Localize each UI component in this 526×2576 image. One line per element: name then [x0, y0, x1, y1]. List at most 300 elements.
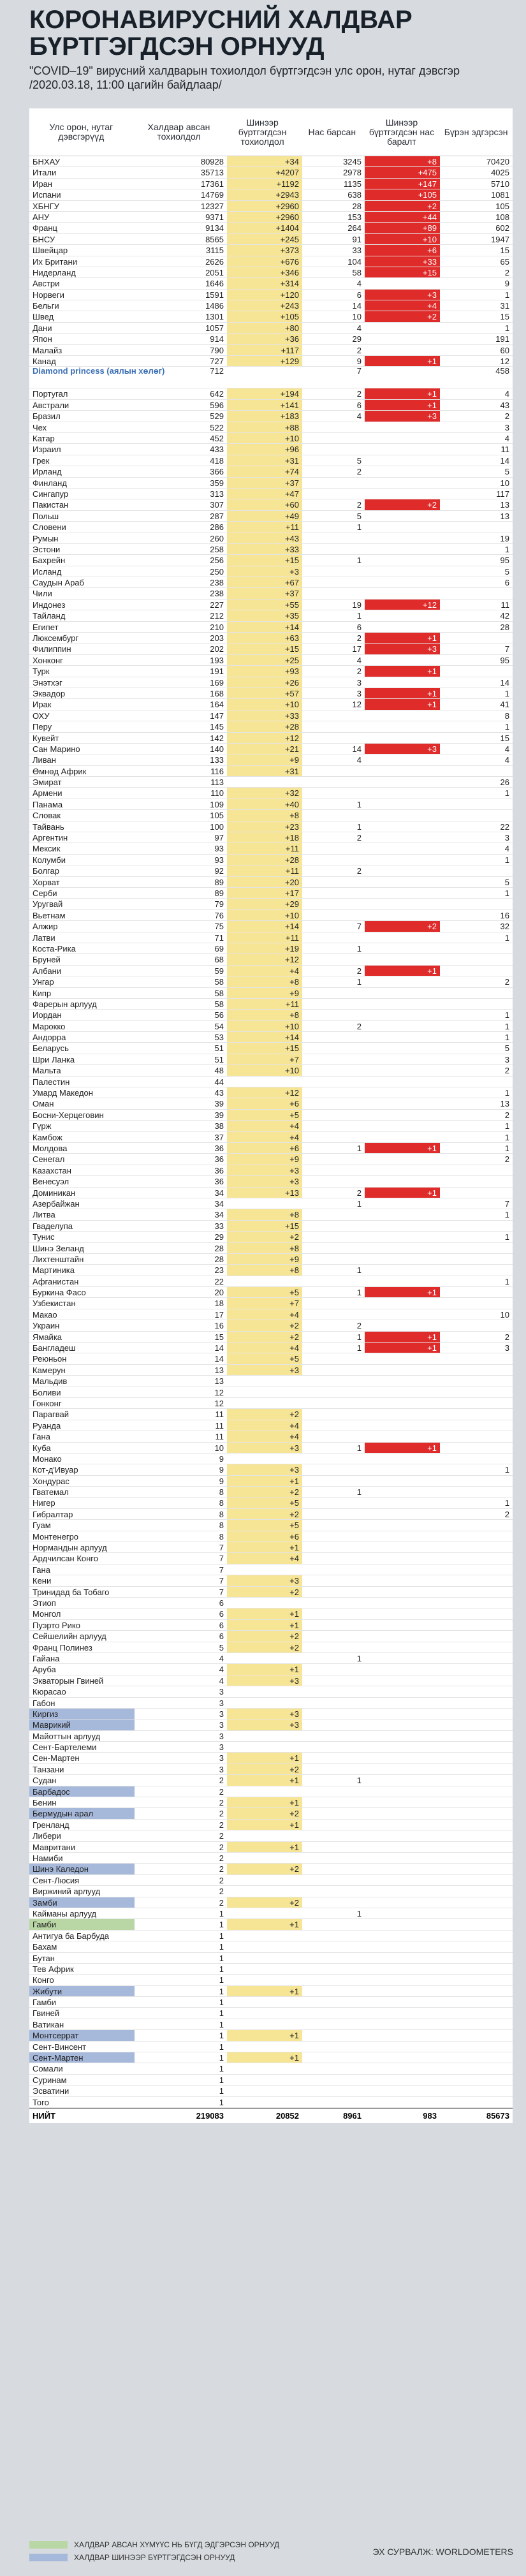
cases-cell: 1 — [219, 2075, 224, 2085]
deaths-cell: 2 — [356, 1021, 362, 1031]
country-cell: Португал — [33, 389, 68, 399]
deaths-cell — [302, 899, 365, 909]
deaths-cell — [302, 1553, 365, 1563]
deaths-cell — [302, 1575, 365, 1586]
new-deaths-cell — [365, 1786, 440, 1797]
cases-cell: 51 — [214, 1054, 224, 1064]
deaths-cell — [302, 721, 365, 732]
new-cases-cell: +2 — [227, 1642, 302, 1652]
cases-cell: 145 — [210, 722, 224, 732]
table-row — [29, 1886, 513, 1897]
cases-cell: 13 — [214, 1376, 224, 1387]
table-header — [29, 108, 513, 156]
cases-cell: 366 — [210, 467, 224, 477]
new-deaths-cell — [365, 1775, 440, 1785]
recovered-cell: 4025 — [491, 168, 509, 178]
deaths-cell: 1 — [356, 1487, 362, 1498]
cases-cell: 2 — [219, 1776, 224, 1786]
new-deaths-cell — [365, 610, 440, 621]
deaths-cell: 1 — [356, 1332, 362, 1342]
deaths-cell: 1 — [356, 522, 362, 533]
table-row — [29, 201, 513, 212]
recovered-cell: 22 — [500, 821, 509, 832]
country-cell: Пуэрто Рико — [33, 1620, 80, 1630]
recovered-cell: 13 — [500, 1099, 509, 1109]
country-cell: Тринидад ба Тобаго — [33, 1587, 110, 1597]
recovered-cell: 1 — [504, 1088, 509, 1098]
new-cases-cell: +93 — [227, 666, 302, 676]
cases-cell: 56 — [214, 1010, 224, 1020]
table-row — [29, 400, 513, 411]
new-deaths-cell — [365, 2097, 440, 2107]
table-row — [29, 1209, 513, 1220]
cases-cell: 5 — [219, 1642, 224, 1652]
cases-cell: 58 — [214, 977, 224, 987]
table-row — [29, 566, 513, 577]
country-cell: Египет — [33, 622, 59, 632]
new-cases-cell: +14 — [227, 622, 302, 632]
table-row — [29, 610, 513, 621]
country-cell: Сен-Мартен — [33, 1753, 80, 1763]
cases-cell: 97 — [214, 833, 224, 843]
country-cell: Кипр — [33, 988, 52, 998]
cases-cell: 258 — [210, 544, 224, 554]
table-row — [29, 1077, 513, 1087]
table-row — [29, 733, 513, 744]
new-cases-cell: +63 — [227, 633, 302, 643]
new-deaths-cell — [365, 1054, 440, 1064]
recovered-cell — [440, 1742, 513, 1752]
cases-cell: 6 — [219, 1620, 224, 1630]
recovered-cell — [440, 1077, 513, 1087]
deaths-cell — [302, 1853, 365, 1863]
country-cell: Бахрейн — [33, 556, 66, 566]
deaths-cell — [302, 1631, 365, 1641]
new-cases-cell: +96 — [227, 444, 302, 454]
country-cell: Австри — [33, 279, 60, 289]
table-row — [29, 744, 513, 754]
new-deaths-cell — [365, 478, 440, 488]
new-cases-cell: +6 — [227, 1143, 302, 1153]
table-row — [29, 600, 513, 610]
total-new-deaths: 983 — [423, 2110, 437, 2121]
new-cases-cell: +8 — [227, 976, 302, 987]
new-cases-cell: +314 — [227, 278, 302, 288]
new-cases-cell: +2 — [227, 1332, 302, 1342]
new-deaths-cell: +3 — [365, 644, 440, 654]
new-deaths-cell — [365, 1021, 440, 1031]
country-cell: Бенин — [33, 1798, 57, 1808]
table-row — [29, 1664, 513, 1675]
new-cases-cell: +13 — [227, 1188, 302, 1198]
country-cell: Гренланд — [33, 1820, 69, 1830]
new-cases-cell: +7 — [227, 1298, 302, 1308]
table-row — [29, 1298, 513, 1309]
deaths-cell — [302, 1077, 365, 1087]
deaths-cell: 1 — [356, 611, 362, 621]
new-deaths-cell — [365, 1764, 440, 1774]
deaths-cell — [302, 1276, 365, 1286]
table-row — [29, 655, 513, 666]
new-cases-cell: +14 — [227, 1032, 302, 1042]
table-row — [29, 1608, 513, 1619]
recovered-cell: 1 — [504, 290, 509, 300]
country-cell: Андорра — [33, 1033, 66, 1043]
new-cases-cell — [227, 367, 302, 388]
deaths-cell — [302, 1719, 365, 1730]
new-cases-cell: +373 — [227, 245, 302, 255]
cases-cell: 8 — [219, 1509, 224, 1519]
new-cases-cell: +3 — [227, 566, 302, 577]
table-row — [29, 544, 513, 555]
deaths-cell — [302, 1098, 365, 1108]
recovered-cell: 7 — [504, 644, 509, 654]
recovered-cell: 5 — [504, 566, 509, 577]
new-cases-cell: +10 — [227, 1065, 302, 1075]
new-cases-cell: +4 — [227, 966, 302, 976]
deaths-cell: 104 — [347, 256, 362, 267]
deaths-cell — [302, 999, 365, 1009]
page-title: КОРОНАВИРУСНИЙ ХАЛДВАР БҮРТГЭГДСЭН ОРНУУД — [29, 6, 413, 61]
country-cell: Испани — [33, 190, 61, 200]
new-cases-cell: +28 — [227, 855, 302, 865]
recovered-cell: 7 — [504, 1198, 509, 1209]
deaths-cell: 9 — [356, 357, 362, 367]
table-row — [29, 1487, 513, 1498]
new-cases-cell: +1 — [227, 1775, 302, 1785]
cases-cell: 29 — [214, 1232, 224, 1242]
deaths-cell — [302, 1964, 365, 1974]
table-row — [29, 2019, 513, 2030]
new-cases-cell — [227, 777, 302, 787]
table-row — [29, 1631, 513, 1642]
new-deaths-cell — [365, 1032, 440, 1042]
new-cases-cell — [227, 1830, 302, 1841]
cases-cell: 287 — [210, 511, 224, 521]
cases-cell: 1 — [219, 1953, 224, 1963]
table-row — [29, 1498, 513, 1508]
table-row — [29, 976, 513, 987]
deaths-cell: 2 — [356, 833, 362, 843]
deaths-cell — [302, 2008, 365, 2018]
country-cell: Нормандын арлууд — [33, 1543, 107, 1553]
new-deaths-cell — [365, 1886, 440, 1896]
cases-cell: 109 — [210, 799, 224, 809]
table-row — [29, 644, 513, 654]
cases-cell: 3 — [219, 1709, 224, 1719]
country-cell: Польш — [33, 511, 59, 521]
cases-cell: 790 — [210, 345, 224, 355]
table-row — [29, 2008, 513, 2019]
table-row — [29, 721, 513, 732]
table-row — [29, 1853, 513, 1864]
recovered-cell — [440, 1243, 513, 1253]
new-deaths-cell — [365, 1731, 440, 1741]
table-row — [29, 1753, 513, 1763]
country-cell: Унгар — [33, 977, 54, 987]
deaths-cell — [302, 1675, 365, 1686]
new-cases-cell: +1192 — [227, 179, 302, 189]
table-row — [29, 179, 513, 189]
table-row — [29, 1010, 513, 1020]
new-deaths-cell — [365, 899, 440, 909]
table-row — [29, 1587, 513, 1598]
country-cell: Кени — [33, 1576, 52, 1586]
recovered-cell: 458 — [495, 366, 509, 376]
country-cell: Экваторын Гвиней — [33, 1675, 104, 1686]
deaths-cell — [302, 577, 365, 587]
new-cases-cell: +4 — [227, 1309, 302, 1320]
new-deaths-cell — [365, 1931, 440, 1941]
country-cell: Итали — [33, 168, 57, 178]
recovered-cell — [440, 1409, 513, 1419]
cases-cell: 20 — [214, 1288, 224, 1298]
deaths-cell: 28 — [352, 201, 362, 211]
cases-cell: 712 — [210, 366, 224, 376]
deaths-cell: 14 — [352, 301, 362, 311]
country-cell: Гамби — [33, 1998, 57, 2008]
table-row — [29, 212, 513, 223]
deaths-cell: 4 — [356, 755, 362, 765]
country-cell: Австрали — [33, 400, 69, 410]
new-cases-cell — [227, 1077, 302, 1087]
deaths-cell: 3 — [356, 688, 362, 698]
deaths-cell — [302, 433, 365, 443]
new-deaths-cell: +1 — [365, 400, 440, 410]
table-row — [29, 156, 513, 167]
country-cell: Гибралтар — [33, 1509, 73, 1519]
new-cases-cell: +19 — [227, 943, 302, 953]
deaths-cell — [302, 2097, 365, 2107]
recovered-cell — [440, 1431, 513, 1441]
cases-cell: 14769 — [200, 190, 224, 200]
cases-cell: 2 — [219, 1820, 224, 1830]
table-row — [29, 1365, 513, 1376]
new-cases-cell: +3 — [227, 1719, 302, 1730]
deaths-cell — [302, 1842, 365, 1852]
country-cell: Того — [33, 2097, 49, 2107]
deaths-cell: 1 — [356, 1288, 362, 1298]
recovered-cell — [440, 1719, 513, 1730]
new-deaths-cell — [365, 1420, 440, 1431]
country-cell: Гуам — [33, 1520, 51, 1531]
deaths-cell: 6 — [356, 622, 362, 632]
new-deaths-cell — [365, 1830, 440, 1841]
table-row — [29, 777, 513, 788]
country-cell: Молдова — [33, 1143, 68, 1153]
cases-cell: 89 — [214, 877, 224, 887]
new-deaths-cell — [365, 1520, 440, 1530]
deaths-cell — [302, 1032, 365, 1042]
recovered-cell — [440, 1631, 513, 1641]
new-cases-cell: +676 — [227, 256, 302, 267]
recovered-cell: 1 — [504, 1121, 509, 1131]
source-credit: ЭХ СУРВАЛЖ: WORLDOMETERS — [372, 2547, 513, 2557]
deaths-cell — [302, 1165, 365, 1175]
deaths-cell — [302, 422, 365, 432]
country-cell: Боливи — [33, 1387, 61, 1397]
cases-cell: 9134 — [205, 223, 224, 233]
new-cases-cell: +57 — [227, 688, 302, 698]
new-cases-cell — [227, 1276, 302, 1286]
country-cell: Тунис — [33, 1232, 55, 1242]
new-cases-cell: +3 — [227, 1176, 302, 1186]
table-row — [29, 832, 513, 843]
new-deaths-cell — [365, 1598, 440, 1608]
country-cell: Литва — [33, 1210, 55, 1220]
new-deaths-cell — [365, 1110, 440, 1120]
table-row — [29, 1021, 513, 1032]
cases-cell: 1 — [219, 1920, 224, 1930]
table-row — [29, 300, 513, 311]
new-cases-cell: +8 — [227, 1209, 302, 1219]
country-cell: Украин — [33, 1321, 60, 1331]
country-cell: Судан — [33, 1776, 57, 1786]
new-cases-cell: +21 — [227, 744, 302, 754]
cases-cell: 6 — [219, 1631, 224, 1642]
table-row — [29, 1309, 513, 1320]
deaths-cell — [302, 1830, 365, 1841]
cases-cell: 133 — [210, 755, 224, 765]
country-cell: Буркина Фасо — [33, 1288, 86, 1298]
new-deaths-cell — [365, 2075, 440, 2085]
recovered-cell: 2 — [504, 1066, 509, 1076]
country-cell: Кюрасао — [33, 1687, 66, 1697]
country-cell: ОХУ — [33, 710, 50, 721]
new-deaths-cell — [365, 1232, 440, 1242]
new-deaths-cell — [365, 1953, 440, 1963]
country-cell: Замби — [29, 1897, 135, 1908]
new-cases-cell — [227, 1742, 302, 1752]
recovered-cell: 10 — [500, 478, 509, 488]
deaths-cell: 14 — [352, 744, 362, 754]
new-deaths-cell: +2 — [365, 201, 440, 211]
cases-cell: 6 — [219, 1598, 224, 1608]
recovered-cell: 1 — [504, 855, 509, 865]
country-cell: Сент-Люсия — [33, 1875, 80, 1885]
recovered-cell — [440, 1964, 513, 1974]
new-cases-cell: +8 — [227, 1010, 302, 1020]
recovered-cell — [440, 1265, 513, 1275]
deaths-cell — [302, 2030, 365, 2040]
new-deaths-cell — [365, 1243, 440, 1253]
new-cases-cell: +49 — [227, 511, 302, 521]
recovered-cell — [440, 1797, 513, 1807]
country-cell: Эквадор — [33, 688, 66, 698]
recovered-cell: 11 — [500, 445, 509, 455]
country-cell: Франц — [33, 223, 57, 233]
new-deaths-cell — [365, 1553, 440, 1563]
deaths-cell: 2 — [356, 1321, 362, 1331]
new-deaths-cell — [365, 422, 440, 432]
recovered-cell — [440, 1564, 513, 1575]
cases-cell: 1 — [219, 2064, 224, 2074]
recovered-cell: 16 — [500, 910, 509, 920]
recovered-cell — [440, 1320, 513, 1330]
recovered-cell: 1 — [504, 544, 509, 554]
new-deaths-cell — [365, 1675, 440, 1686]
country-cell: Сенегал — [33, 1154, 65, 1165]
country-cell: Ирланд — [33, 467, 62, 477]
table-row — [29, 2052, 513, 2063]
cases-cell: 2626 — [205, 256, 224, 267]
legend-swatch-blue — [29, 2554, 68, 2561]
table-row — [29, 1953, 513, 1964]
cases-cell: 169 — [210, 677, 224, 688]
recovered-cell — [440, 1753, 513, 1763]
new-deaths-cell — [365, 1409, 440, 1419]
table-row — [29, 810, 513, 821]
country-cell: Танзани — [33, 1764, 64, 1774]
deaths-cell: 1 — [356, 1653, 362, 1663]
table-row — [29, 1265, 513, 1276]
recovered-cell — [440, 1886, 513, 1896]
recovered-cell: 26 — [500, 777, 509, 788]
table-row — [29, 1509, 513, 1520]
deaths-cell — [302, 1864, 365, 1874]
recovered-cell: 15 — [500, 246, 509, 256]
table-row — [29, 1842, 513, 1853]
new-cases-cell: +25 — [227, 655, 302, 665]
table-row — [29, 988, 513, 999]
deaths-cell — [302, 1709, 365, 1719]
country-cell: Израил — [33, 445, 61, 455]
country-cell: Катар — [33, 433, 55, 443]
new-deaths-cell: +3 — [365, 290, 440, 300]
deaths-cell: 638 — [347, 190, 362, 200]
recovered-cell: 1 — [504, 788, 509, 799]
cases-cell: 116 — [210, 766, 224, 776]
new-deaths-cell — [365, 433, 440, 443]
new-cases-cell: +31 — [227, 455, 302, 466]
table-row — [29, 245, 513, 256]
table-row — [29, 499, 513, 510]
table-row — [29, 1653, 513, 1664]
new-cases-cell: +105 — [227, 311, 302, 321]
new-deaths-cell — [365, 278, 440, 288]
table-row — [29, 1387, 513, 1398]
table-row — [29, 1276, 513, 1287]
table-row — [29, 290, 513, 300]
country-cell: БНСУ — [33, 234, 55, 244]
country-cell: Казахстан — [33, 1165, 71, 1175]
new-deaths-cell — [365, 721, 440, 732]
country-cell: Швейцар — [33, 246, 68, 256]
deaths-cell — [302, 1986, 365, 1996]
cases-cell: 17361 — [200, 179, 224, 189]
table-row — [29, 1542, 513, 1553]
new-cases-cell: +1 — [227, 1986, 302, 1996]
country-cell: Лихтенштайн — [33, 1254, 84, 1264]
cases-cell: 1 — [219, 2019, 224, 2029]
cases-cell: 202 — [210, 644, 224, 654]
deaths-cell — [302, 766, 365, 776]
new-cases-cell: +4 — [227, 1343, 302, 1353]
recovered-cell — [440, 1531, 513, 1542]
country-cell: Маврикий — [29, 1719, 135, 1730]
cases-cell: 522 — [210, 422, 224, 432]
recovered-cell: 12 — [500, 357, 509, 367]
deaths-cell — [302, 1454, 365, 1464]
new-cases-cell: +1 — [227, 1820, 302, 1830]
new-deaths-cell — [365, 1742, 440, 1752]
table-row — [29, 1908, 513, 1919]
new-deaths-cell — [365, 1941, 440, 1952]
country-cell: Серби — [33, 888, 57, 898]
column-header-new-cases: Шинээр бүртгэгдсэн тохиолдол — [238, 117, 287, 147]
new-deaths-cell: +1 — [365, 633, 440, 643]
new-deaths-cell — [365, 843, 440, 853]
